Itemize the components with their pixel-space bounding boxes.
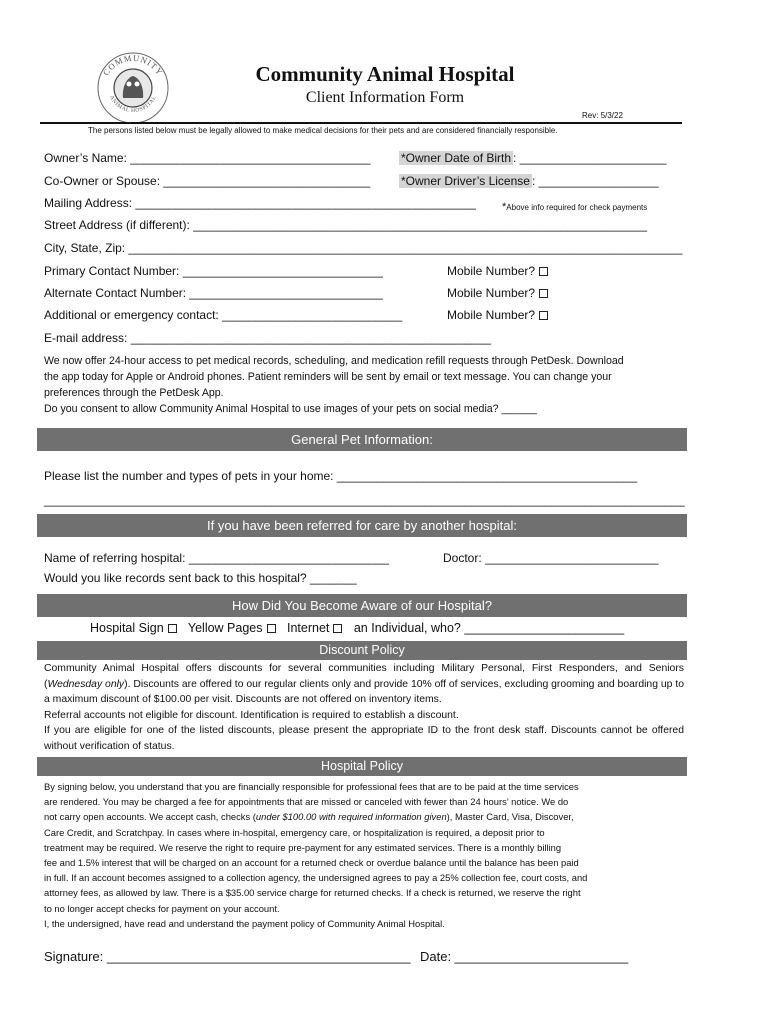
owner-license-blank: : __________________ — [531, 174, 659, 188]
owner-dob-label: *Owner Date of Birth — [401, 151, 512, 165]
responsibility-disclaimer: The persons listed below must be legally allowed to make medical decisions for their pets and are considered financially responsible. — [88, 126, 558, 135]
mailing-address-field[interactable]: Mailing Address: ___________________________________________________ — [44, 196, 476, 210]
owner-license-field[interactable] — [399, 174, 659, 188]
referring-doctor-field[interactable]: Doctor: __________________________ — [443, 551, 659, 565]
discount-policy-banner: Discount Policy — [37, 641, 687, 660]
petdesk-paragraph: We now offer 24-hour access to pet medical records, scheduling, and medication refill requests through PetDesk. Download the app today for Apple or Android phones. Patient reminders will be sent by email or text message. You can change your preferences through the PetDesk App. Do you consent to allow Community Animal Hospital to use images of your pets on social media? ______ — [44, 353, 684, 417]
awareness-banner: How Did You Become Aware of our Hospital? — [37, 594, 687, 617]
owner-name-field[interactable]: Owner’s Name: ____________________________________ — [44, 151, 371, 165]
primary-contact-field[interactable]: Primary Contact Number: ______________________________ — [44, 264, 383, 278]
option-internet: Internet — [286, 621, 330, 635]
header-divider — [40, 122, 682, 124]
alternate-contact-field[interactable]: Alternate Contact Number: _____________________________ — [44, 286, 383, 300]
svg-text:ANIMAL HOSPITAL: ANIMAL HOSPITAL — [108, 94, 158, 115]
discount-policy-text: Community Animal Hospital offers discounts for several communities including Military Personal, First Responders, and Seniors (Wednesday only). Discounts are offered to our regular clients only and provide 10% off of services, excluding grooming and boarding up to a maximum discount of $100.00 per visit. Discounts are not offered on inventory items. Referral accounts not eligible for discount. Identification is required to establish a discount. If you are eligible for one of the listed discounts, please present the appropriate ID to the front desk staff. Discounts cannot be offered without verification of status. — [44, 663, 684, 752]
emergency-mobile-option[interactable]: Mobile Number? — [447, 308, 548, 322]
option-yellow-pages: Yellow Pages — [187, 621, 263, 635]
social-media-consent-field[interactable]: Do you consent to allow Community Animal Hospital to use images of your pets on social media? ______ — [44, 403, 537, 415]
city-state-zip-field[interactable]: City, State, Zip: ___________________________________________________________________________________ — [44, 241, 683, 255]
owner-dob-blank: : ______________________ — [513, 151, 667, 165]
hospital-policy-banner: Hospital Policy — [37, 757, 687, 776]
svg-text:COMMUNITY: COMMUNITY — [100, 52, 166, 78]
checkbox[interactable] — [168, 624, 177, 633]
checkbox[interactable] — [267, 624, 276, 633]
referring-hospital-field[interactable]: Name of referring hospital: ______________________________ — [44, 551, 389, 565]
date-field[interactable]: Date: ________________________ — [420, 949, 629, 964]
pets-in-home-field-cont[interactable]: ________________________________________________________________________________________________ — [44, 493, 685, 507]
checkbox[interactable] — [333, 624, 342, 633]
form-title: Community Animal Hospital — [255, 62, 515, 86]
records-back-field[interactable]: Would you like records sent back to this hospital? _______ — [44, 571, 357, 585]
checkbox[interactable] — [539, 289, 548, 298]
co-owner-field[interactable]: Co-Owner or Spouse: _______________________________ — [44, 174, 371, 188]
hospital-policy-text: By signing below, you understand that you are financially responsible for professional fees that are to be paid at the time services are rendered. You may be charged a fee for appointments that are missed or canceled with fewer than 24 hours’ notice. We do not carry open accounts. We accept cash, checks (under $100.00 with required information given), Master Card, Visa, Discover, Care Credit, and Scratchpay. In cases where in-hospital, emergency care, or hospitalization is required, a deposit prior to treatment may be required. We reserve the right to require pre-payment for any estimated services. There is a monthly billing fee and 1.5% interest that will be charged on an account for a returned check or overdue balance until the balance has been paid in full. If an account becomes assigned to a collection agency, the undersigned agrees to pay a 25% collection fee, court costs, and attorney fees, as allowed by law. There is a $35.00 service charge for returned checks. If a check is returned, we reserve the right to no longer accept checks for payment on your account. I, the undersigned, have read and understand the payment policy of Community Animal Hospital. — [44, 781, 588, 929]
revision-date: Rev: 5/3/22 — [582, 111, 623, 120]
option-hospital-sign: Hospital Sign — [90, 621, 164, 635]
owner-dob-field[interactable] — [399, 151, 667, 165]
primary-mobile-option[interactable]: Mobile Number? — [447, 264, 548, 278]
checkbox[interactable] — [539, 267, 548, 276]
option-individual-field[interactable]: an Individual, who? _______________________ — [353, 621, 625, 635]
pets-in-home-field[interactable]: Please list the number and types of pets in your home: _____________________________________________ — [44, 469, 638, 483]
awareness-options — [90, 621, 624, 635]
signature-field[interactable]: Signature: __________________________________________ — [44, 949, 411, 964]
check-payment-note: *Above info required for check payments — [502, 201, 648, 213]
emergency-contact-field[interactable]: Additional or emergency contact: ___________________________ — [44, 308, 403, 322]
street-address-field[interactable]: Street Address (if different): ____________________________________________________________________ — [44, 218, 647, 232]
general-pet-info-banner: General Pet Information: — [37, 428, 687, 451]
email-field[interactable]: E-mail address: ______________________________________________________ — [44, 331, 492, 345]
alternate-mobile-option[interactable]: Mobile Number? — [447, 286, 548, 300]
form-subtitle: Client Information Form — [305, 89, 465, 106]
owner-license-label: *Owner Driver’s License — [401, 174, 530, 188]
checkbox[interactable] — [539, 311, 548, 320]
referral-banner: If you have been referred for care by another hospital: — [37, 514, 687, 537]
